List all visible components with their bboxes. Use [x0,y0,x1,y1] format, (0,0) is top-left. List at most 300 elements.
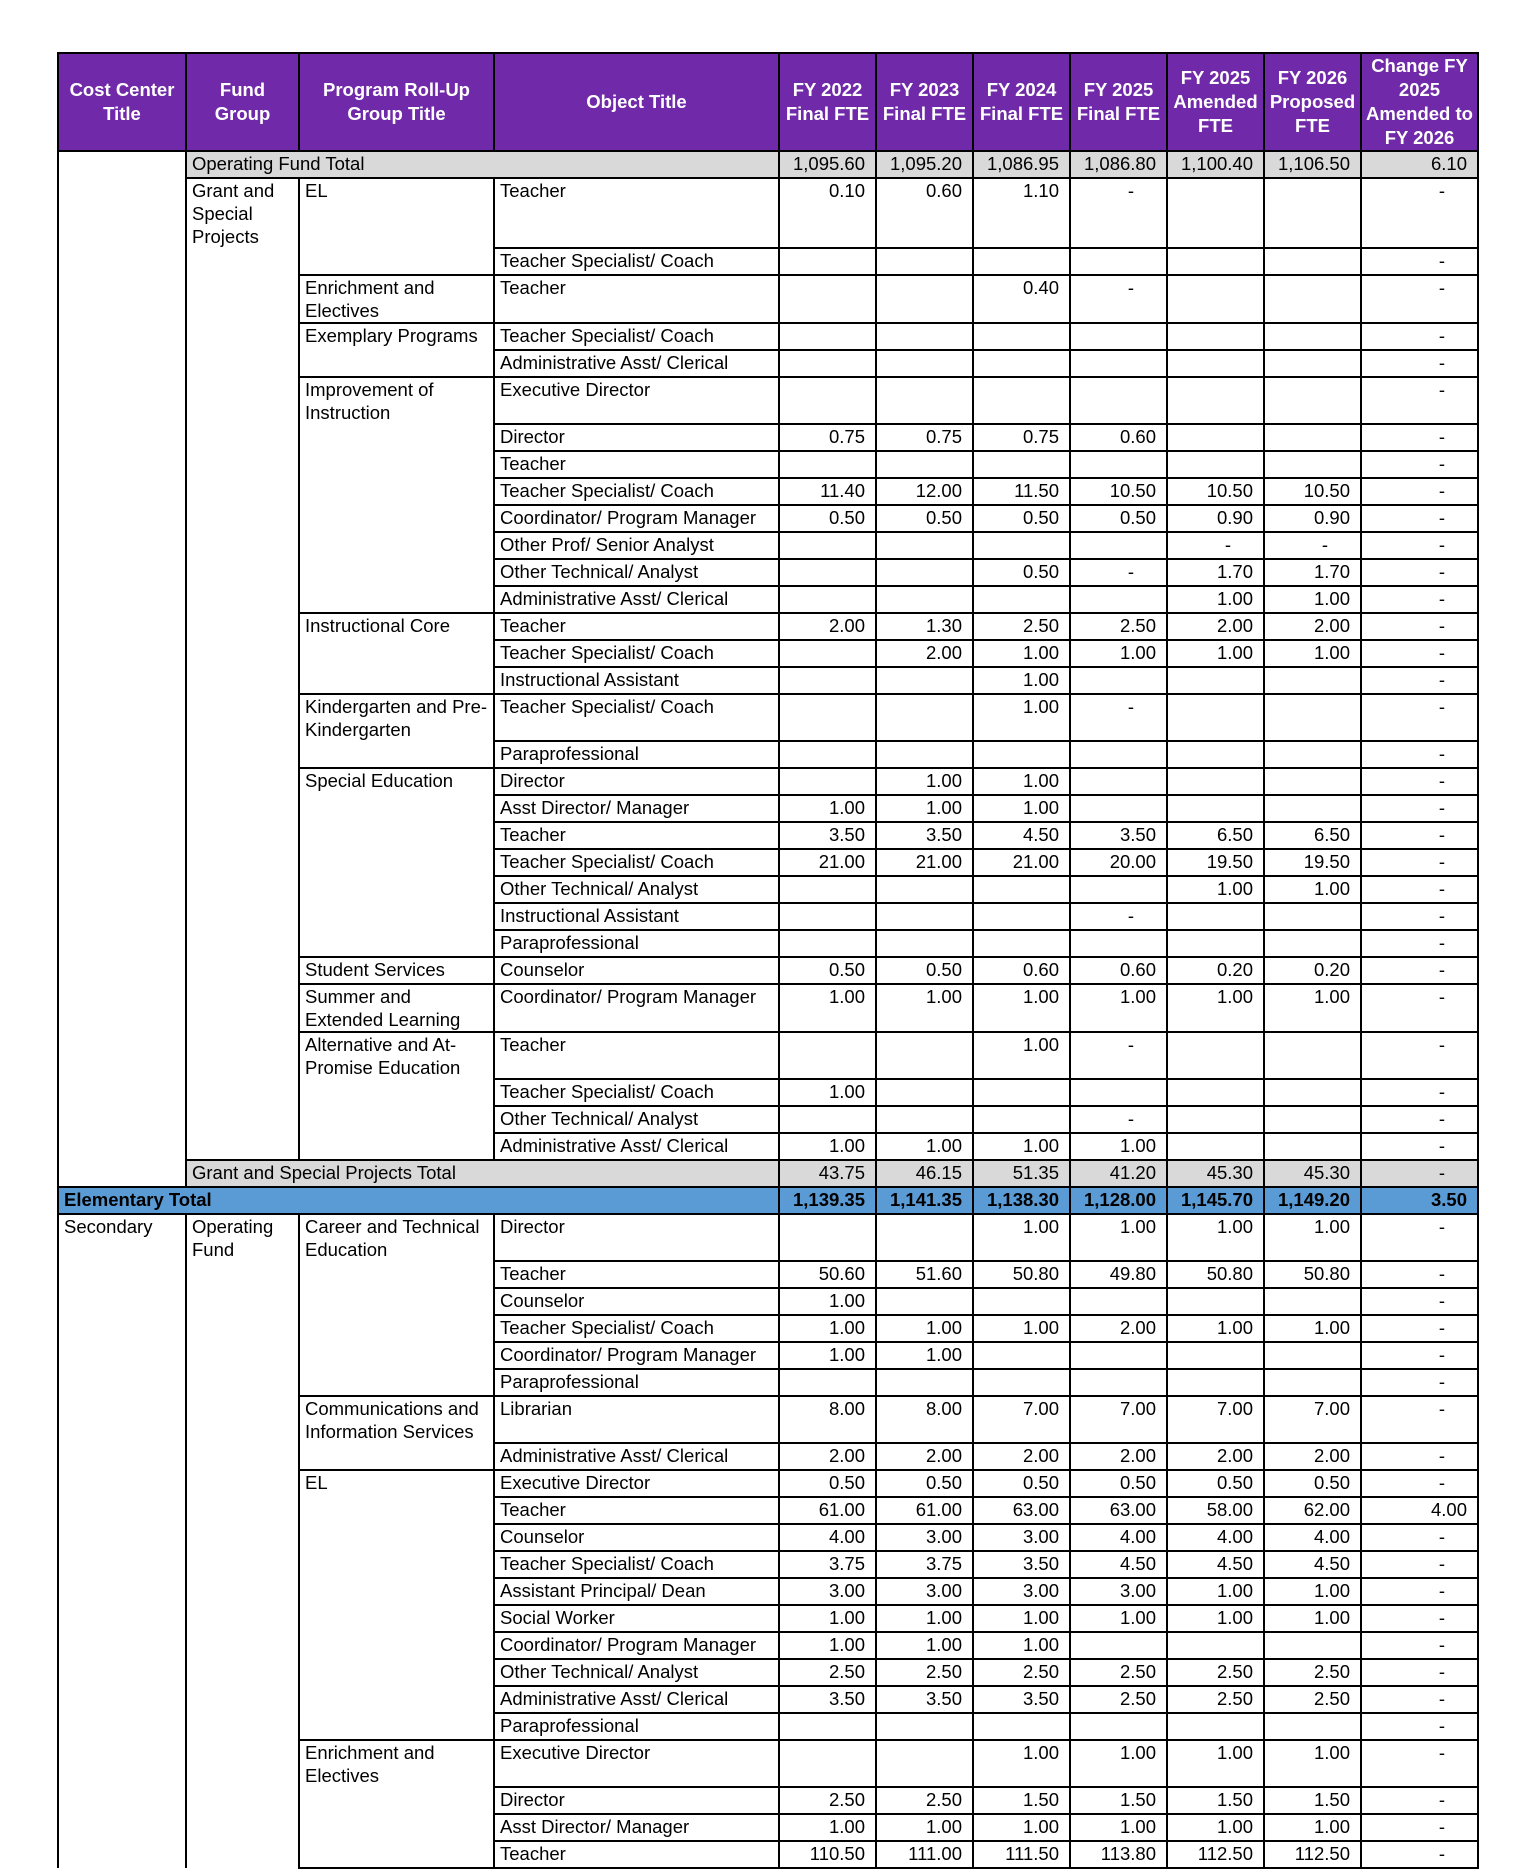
fund-group-cell [186,532,299,559]
object-title-cell: Teacher Specialist/ Coach [494,1079,779,1106]
table-row [58,694,1478,741]
fte-value-cell [973,1106,1070,1133]
fte-value-cell [1070,876,1167,903]
fte-value-cell: 46.15 [876,1160,973,1187]
fte-value-cell [1167,1713,1264,1740]
fte-value-cell [1070,930,1167,957]
fte-value-cell [1167,1342,1264,1369]
fte-value-cell: - [1361,1342,1478,1369]
program-group-cell [299,248,494,275]
fte-value-cell: 7.00 [1167,1396,1264,1443]
fte-value-cell: - [1361,377,1478,424]
fte-value-cell: - [1361,613,1478,640]
fte-value-cell: 3.00 [973,1524,1070,1551]
fte-value-cell: 1.00 [973,1740,1070,1787]
fte-value-cell [876,532,973,559]
program-group-cell: Kindergarten and Pre-Kindergarten [299,694,494,741]
object-title-cell: Assistant Principal/ Dean [494,1578,779,1605]
header-fund-group: Fund Group [186,53,299,151]
fte-value-cell: - [1361,1443,1478,1470]
fte-value-cell [973,323,1070,350]
object-title-cell: Director [494,1787,779,1814]
fte-value-cell [876,377,973,424]
object-title-cell: Teacher [494,822,779,849]
table-body [58,151,1478,1868]
fte-value-cell: 4.50 [1167,1551,1264,1578]
fund-group-cell [186,1288,299,1315]
cost-center-cell [58,1605,186,1632]
fte-value-cell [1264,795,1361,822]
fte-value-cell: - [1361,957,1478,984]
cost-center-cell [58,586,186,613]
program-group-cell [299,350,494,377]
fte-value-cell [973,350,1070,377]
fund-group-cell [186,1551,299,1578]
fte-value-cell: 2.50 [1264,1659,1361,1686]
fte-value-cell: 1,095.20 [876,151,973,178]
cost-center-cell [58,1079,186,1106]
object-title-cell: Coordinator/ Program Manager [494,984,779,1032]
fte-value-cell [779,1214,876,1261]
fte-value-cell [876,1214,973,1261]
fte-value-cell: 0.60 [1070,424,1167,451]
table-row [58,1342,1478,1369]
fte-value-cell [1264,1106,1361,1133]
fte-value-cell: 0.90 [1167,505,1264,532]
object-title-cell: Paraprofessional [494,741,779,768]
program-group-cell: EL [299,1470,494,1497]
fte-value-cell [1167,1369,1264,1396]
cost-center-cell [58,1342,186,1369]
cost-center-cell [58,1841,186,1868]
fte-value-cell: 10.50 [1264,478,1361,505]
fte-value-cell: 1.00 [1167,1814,1264,1841]
fte-value-cell [1264,1032,1361,1079]
fte-value-cell [876,1369,973,1396]
header-fy2024: FY 2024 Final FTE [973,53,1070,151]
fte-value-cell: 2.50 [1070,1686,1167,1713]
fte-value-cell [1167,667,1264,694]
fte-value-cell [876,350,973,377]
program-group-cell [299,1659,494,1686]
table-row [58,1315,1478,1342]
fte-value-cell: 1.00 [779,795,876,822]
fte-value-cell: 1.00 [973,795,1070,822]
fund-group-cell [186,640,299,667]
fte-value-cell: 19.50 [1264,849,1361,876]
fte-value-cell: 45.30 [1264,1160,1361,1187]
table-row [58,1578,1478,1605]
fte-value-cell: 2.00 [1264,1443,1361,1470]
fte-value-cell: 0.50 [1264,1470,1361,1497]
fte-value-cell: 1.00 [973,1605,1070,1632]
fte-value-cell: 0.50 [973,559,1070,586]
object-title-cell: Teacher [494,178,779,248]
fte-value-cell [1070,1713,1167,1740]
fte-value-cell: 111.00 [876,1841,973,1868]
program-group-cell [299,1841,494,1868]
object-title-cell: Counselor [494,957,779,984]
table-row [58,275,1478,323]
fte-value-cell: 0.90 [1264,505,1361,532]
fte-value-cell: 2.50 [876,1659,973,1686]
program-group-cell: Enrichment and Electives [299,1740,494,1787]
fund-group-cell [186,768,299,795]
fte-value-cell [1167,930,1264,957]
object-title-cell: Director [494,768,779,795]
fte-value-cell: - [1361,640,1478,667]
table-row [58,178,1478,248]
fte-value-cell: 49.80 [1070,1261,1167,1288]
fte-value-cell [973,1713,1070,1740]
fte-value-cell: 1.00 [1264,586,1361,613]
fte-value-cell: 1,138.30 [973,1187,1070,1214]
fte-value-cell [876,1288,973,1315]
object-title-cell: Paraprofessional [494,1713,779,1740]
program-group-cell [299,1443,494,1470]
object-title-cell: Teacher Specialist/ Coach [494,1315,779,1342]
fte-value-cell: 0.50 [973,505,1070,532]
fund-group-cell [186,1315,299,1342]
fte-value-cell: 1.00 [1264,1578,1361,1605]
object-title-cell: Teacher [494,451,779,478]
fund-group-cell [186,667,299,694]
fte-value-cell [876,1032,973,1079]
table-row [58,586,1478,613]
fte-value-cell [876,451,973,478]
cost-center-cell [58,1686,186,1713]
fte-value-cell: 1.00 [973,1632,1070,1659]
fte-value-cell: 50.80 [973,1261,1070,1288]
fund-group-cell [186,1470,299,1497]
fte-value-cell [1167,694,1264,741]
fte-value-cell [1070,667,1167,694]
fte-value-cell: 10.50 [1070,478,1167,505]
fund-group-cell [186,559,299,586]
fte-value-cell [779,451,876,478]
fte-value-cell: 2.50 [1070,613,1167,640]
object-title-cell: Teacher [494,275,779,323]
fte-value-cell: 2.50 [973,613,1070,640]
fte-value-cell [779,667,876,694]
fte-value-cell: - [1361,1686,1478,1713]
fte-value-cell [779,377,876,424]
fte-value-cell: - [1361,275,1478,323]
program-group-cell [299,505,494,532]
fte-value-cell: 4.50 [1264,1551,1361,1578]
table-row [58,1814,1478,1841]
fte-value-cell [1264,377,1361,424]
header-fy2022: FY 2022 Final FTE [779,53,876,151]
object-title-cell: Coordinator/ Program Manager [494,1632,779,1659]
cost-center-cell [58,1740,186,1787]
object-title-cell: Teacher [494,1841,779,1868]
object-title-cell: Paraprofessional [494,1369,779,1396]
fte-value-cell: 51.60 [876,1261,973,1288]
fte-value-cell: - [1361,1787,1478,1814]
fund-group-cell [186,424,299,451]
fte-value-cell: 1.00 [1167,1315,1264,1342]
cost-center-cell [58,768,186,795]
object-title-cell: Executive Director [494,377,779,424]
fte-value-cell: 2.00 [1167,1443,1264,1470]
fte-value-cell [1264,1342,1361,1369]
fte-value-cell: - [1361,1740,1478,1787]
fte-value-cell: 3.75 [876,1551,973,1578]
fund-group-cell [186,1686,299,1713]
fte-value-cell: 6.50 [1167,822,1264,849]
fte-value-cell: 1.50 [1264,1787,1361,1814]
header-program-group: Program Roll-Up Group Title [299,53,494,151]
fte-value-cell: 1,086.80 [1070,151,1167,178]
fte-value-cell: 1.00 [973,667,1070,694]
fte-value-cell: 1,149.20 [1264,1187,1361,1214]
cost-center-cell [58,248,186,275]
fte-value-cell [973,1369,1070,1396]
fte-value-cell: 43.75 [779,1160,876,1187]
fte-value-cell: 63.00 [973,1497,1070,1524]
fte-value-cell [973,451,1070,478]
fte-value-cell: - [1070,1106,1167,1133]
cost-center-cell [58,1396,186,1443]
table-row [58,640,1478,667]
fte-value-cell: - [1070,559,1167,586]
fte-value-cell [779,350,876,377]
program-group-cell [299,1315,494,1342]
cost-center-cell [58,1814,186,1841]
program-group-cell [299,1524,494,1551]
fte-value-cell: - [1070,275,1167,323]
fte-value-cell [876,586,973,613]
fund-group-cell [186,377,299,424]
program-group-cell [299,930,494,957]
fte-value-cell: - [1361,1315,1478,1342]
fte-value-cell [973,586,1070,613]
fte-value-cell [779,1713,876,1740]
fund-group-cell [186,1841,299,1868]
fte-value-cell: 4.00 [1264,1524,1361,1551]
fund-group-cell [186,1787,299,1814]
object-title-cell: Administrative Asst/ Clerical [494,1686,779,1713]
fte-value-cell: 0.60 [1070,957,1167,984]
table-row [58,1787,1478,1814]
fte-value-cell: 7.00 [1264,1396,1361,1443]
fund-group-cell [186,1740,299,1787]
program-group-cell [299,1133,494,1160]
fte-value-cell [973,377,1070,424]
fte-value-cell [779,559,876,586]
cost-center-cell [58,1106,186,1133]
fte-value-cell: 3.00 [876,1578,973,1605]
fte-value-cell: 51.35 [973,1160,1070,1187]
fte-value-cell: 1.00 [973,1814,1070,1841]
fte-value-cell: 6.10 [1361,151,1478,178]
fte-value-cell: - [1361,1578,1478,1605]
fte-value-cell: - [1361,1524,1478,1551]
cost-center-cell [58,451,186,478]
fte-value-cell: 3.50 [973,1686,1070,1713]
fte-value-cell: - [1361,1032,1478,1079]
fte-value-cell: 8.00 [876,1396,973,1443]
program-group-cell [299,478,494,505]
object-title-cell: Teacher [494,613,779,640]
cost-center-cell [58,350,186,377]
fte-value-cell [876,559,973,586]
object-title-cell: Other Prof/ Senior Analyst [494,532,779,559]
fte-value-cell [779,1106,876,1133]
fund-group-cell [186,957,299,984]
fte-value-cell: 50.80 [1167,1261,1264,1288]
fte-value-cell [1264,451,1361,478]
object-title-cell: Teacher Specialist/ Coach [494,1551,779,1578]
cost-center-cell [58,1443,186,1470]
fte-value-cell: - [1361,532,1478,559]
fund-group-cell: Grant and Special Projects [186,178,299,248]
fund-group-cell [186,1497,299,1524]
object-title-cell: Paraprofessional [494,930,779,957]
fte-value-cell: 1.00 [779,1342,876,1369]
table-row [58,1713,1478,1740]
table-row [58,1524,1478,1551]
object-title-cell: Teacher [494,1261,779,1288]
fte-value-cell: 61.00 [876,1497,973,1524]
fund-group-cell [186,876,299,903]
fte-value-cell: 2.00 [779,1443,876,1470]
object-title-cell: Teacher [494,1497,779,1524]
fte-value-cell: 1.00 [1264,1740,1361,1787]
fte-value-cell: 4.00 [1070,1524,1167,1551]
fte-value-cell: - [1361,1261,1478,1288]
fte-value-cell [1264,903,1361,930]
fte-value-cell [1264,930,1361,957]
table-row [58,613,1478,640]
object-title-cell: Coordinator/ Program Manager [494,1342,779,1369]
fte-value-cell: 0.50 [779,1470,876,1497]
fte-value-cell: 1.00 [1264,1214,1361,1261]
fund-group-cell [186,1713,299,1740]
fte-value-cell: 12.00 [876,478,973,505]
cost-center-cell [58,667,186,694]
object-title-cell: Administrative Asst/ Clerical [494,350,779,377]
fte-value-cell [1167,741,1264,768]
table-row [58,1396,1478,1443]
header-fy2025-amended: FY 2025 Amended FTE [1167,53,1264,151]
fte-value-cell [1264,178,1361,248]
program-group-cell [299,876,494,903]
fund-group-cell [186,1342,299,1369]
fte-value-cell [973,876,1070,903]
fte-value-cell [1070,1079,1167,1106]
object-title-cell: Administrative Asst/ Clerical [494,1133,779,1160]
fte-value-cell: 62.00 [1264,1497,1361,1524]
fte-value-cell [1264,741,1361,768]
fte-value-cell: - [1361,559,1478,586]
program-group-cell: Career and Technical Education [299,1214,494,1261]
cost-center-cell [58,1787,186,1814]
fte-value-cell: 3.00 [1070,1578,1167,1605]
program-group-cell [299,741,494,768]
table-row [58,377,1478,424]
fte-value-cell [779,532,876,559]
fte-value-cell [876,1740,973,1787]
fund-group-cell [186,849,299,876]
fte-value-cell: 1.50 [1167,1787,1264,1814]
program-group-cell [299,667,494,694]
cost-center-cell [58,876,186,903]
fte-value-cell: 1.00 [779,984,876,1032]
fte-value-cell: 4.50 [973,822,1070,849]
fte-value-cell [876,667,973,694]
object-title-cell: Teacher Specialist/ Coach [494,323,779,350]
fte-value-cell: 1.00 [1167,640,1264,667]
fund-group-cell [186,505,299,532]
fte-value-cell [1070,1288,1167,1315]
cost-center-cell [58,1133,186,1160]
fte-value-cell [1070,1369,1167,1396]
table-row [58,849,1478,876]
fte-value-cell: 1.00 [1167,1740,1264,1787]
fte-value-cell: 0.50 [973,1470,1070,1497]
fte-value-cell [876,694,973,741]
program-group-cell [299,1342,494,1369]
fte-value-cell: 1.10 [973,178,1070,248]
object-title-cell: Coordinator/ Program Manager [494,505,779,532]
fte-value-cell [876,930,973,957]
fte-value-cell [779,876,876,903]
fte-value-cell: 1.00 [973,984,1070,1032]
cost-center-cell [58,1524,186,1551]
fte-value-cell: 111.50 [973,1841,1070,1868]
table-row [58,1632,1478,1659]
fte-value-cell: 1.00 [779,1605,876,1632]
fte-value-cell [1264,1079,1361,1106]
fte-value-cell: 3.50 [1361,1187,1478,1214]
cost-center-cell [58,640,186,667]
table-row [58,1288,1478,1315]
fte-value-cell: 2.50 [973,1659,1070,1686]
fte-value-cell: - [1361,849,1478,876]
fund-group-cell [186,350,299,377]
fund-group-cell [186,586,299,613]
fte-value-cell: 3.75 [779,1551,876,1578]
fte-value-cell [1070,532,1167,559]
fte-value-cell: 0.50 [1070,505,1167,532]
fte-value-cell: - [1361,903,1478,930]
fte-value-cell: - [1361,768,1478,795]
fte-value-cell [973,1079,1070,1106]
header-fy2023: FY 2023 Final FTE [876,53,973,151]
object-title-cell: Other Technical/ Analyst [494,1106,779,1133]
fte-value-cell [1167,350,1264,377]
fte-value-cell [876,876,973,903]
fte-value-cell: - [1070,178,1167,248]
fund-group-cell [186,822,299,849]
table-row [58,1551,1478,1578]
fte-value-cell: 1,095.60 [779,151,876,178]
table-row [58,876,1478,903]
cost-center-cell [58,1261,186,1288]
table-row [58,532,1478,559]
fund-group-cell [186,1578,299,1605]
fte-value-cell [876,1106,973,1133]
table-row [58,1032,1478,1079]
cost-center-cell [58,532,186,559]
fte-value-cell: 0.60 [876,178,973,248]
fte-value-cell: - [1361,667,1478,694]
fte-value-cell [779,741,876,768]
fte-value-cell: 19.50 [1167,849,1264,876]
fte-value-cell: 20.00 [1070,849,1167,876]
